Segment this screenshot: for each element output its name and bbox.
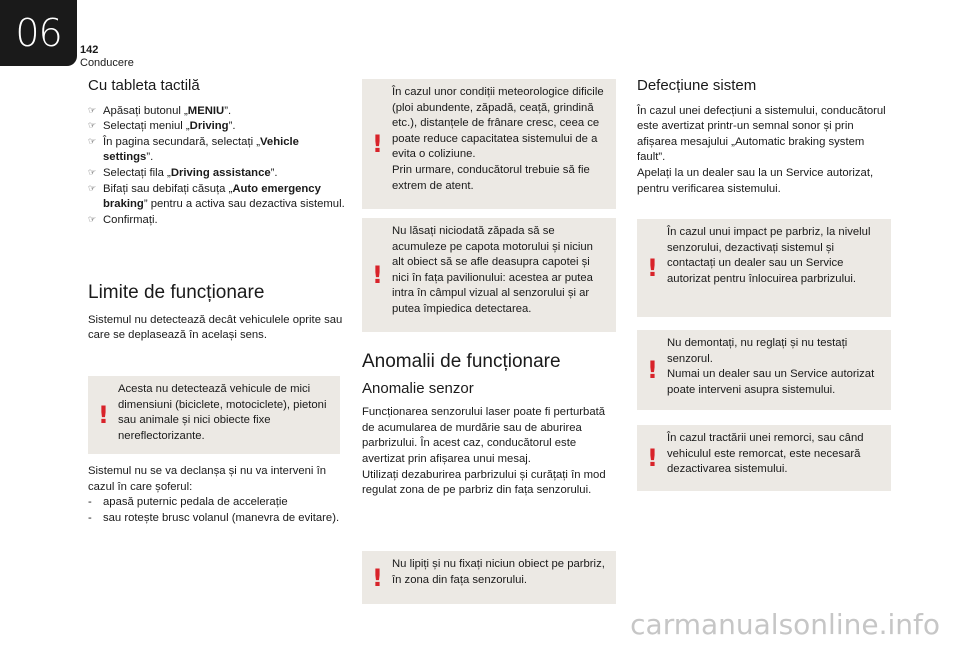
trigger-item: - sau rotește brusc volanul (manevra de evitare).: [88, 511, 346, 527]
step-item: ☞ Selectați fila „Driving assistance”.: [88, 166, 346, 182]
warning-text: În cazul unor condiții meteorologice dificile (ploi abundente, zăpadă, ceață, grindină etc.), distanțele de frânare cresc, ceea ce poate reduce capacitatea sistemului de a evita o coliziune. Prin urmare, conducătorul trebuie să fie extrem de atent.: [392, 86, 604, 192]
limits-text: Sistemul nu detectează decât vehiculele oprite sau care se deplasează în același sens.: [88, 313, 343, 342]
sensor-text: Funcționarea senzorului laser poate fi perturbată de acumularea de murdărie sau de aburirea parbrizului. În acest caz, conducătorul este avertizat prin afișarea unui mesaj. Utilizați dezaburirea parbrizului și curățați în mod regulat zona de pe parbriz din fața senzorului.: [362, 406, 606, 497]
chapter-tab: 06: [0, 0, 77, 66]
warning-icon: !: [372, 130, 383, 158]
steps-list: [88, 104, 346, 229]
anomalies-section: [362, 351, 618, 499]
anomalies-heading: Anomalii de funcționare: [362, 351, 561, 372]
warning-box-tow: [637, 425, 891, 491]
sensor-heading: Anomalie senzor: [362, 379, 474, 397]
warning-box-impact: [637, 219, 891, 317]
step-item: ☞ Selectați meniul „Driving”.: [88, 119, 346, 135]
trigger-item: - apasă puternic pedala de accelerație: [88, 495, 346, 511]
limits-heading: Limite de funcționare: [88, 282, 265, 303]
system-heading: Defecțiune sistem: [637, 77, 757, 94]
warning-box-snow: [362, 218, 616, 332]
warning-box-dismantle: [637, 330, 891, 410]
tablet-heading: Cu tableta tactilă: [88, 77, 200, 94]
system-text: În cazul unei defecțiuni a sistemului, conducătorul este avertizat printr-un semnal sonor și prin afișarea mesajului „Automatic braking system fault”. Apelați la un dealer sau la un Service autorizat, pentru verificarea sistemului.: [637, 104, 886, 195]
step-item: ☞ Bifați sau debifați căsuța „Auto emergency braking” pentru a activa sau dezactiva sistemul.: [88, 182, 346, 213]
step-item: ☞ În pagina secundară, selectați „Vehicle settings”.: [88, 135, 346, 166]
warning-icon: !: [647, 356, 658, 384]
warning-text: În cazul unui impact pe parbriz, la nivelul senzorului, dezactivați sistemul și contactați un dealer sau un Service autorizat pentru înlocuirea parbrizului.: [667, 226, 871, 285]
step-item: ☞ Apăsați butonul „MENIU”.: [88, 104, 346, 120]
page-number: 142: [80, 44, 99, 56]
warning-text: Nu lăsați niciodată zăpada să se acumuleze pe capota motorului și niciun alt obiect să se afle deasupra capotei și nici în fața pavilionului: acestea ar putea intra în câmpul vizual al senzorului și ar putea împiedica detectarea.: [392, 225, 593, 315]
limits-section: [88, 282, 346, 344]
warning-text: În cazul tractării unei remorci, sau când vehiculul este remorcat, este necesară dezactivarea sistemului.: [667, 432, 864, 476]
warning-box-stick: [362, 551, 616, 604]
warning-icon: !: [372, 563, 383, 592]
step-item: ☞ Confirmați.: [88, 213, 346, 229]
column-1: [88, 78, 346, 228]
warning-box-small-objects: [88, 376, 340, 454]
warning-icon: !: [372, 261, 383, 289]
trigger-text: Sistemul nu se va declanșa și nu va interveni în cazul în care șoferul:: [88, 465, 326, 493]
warning-text: Nu lipiți și nu fixați niciun obiect pe parbriz, în zona din fața senzorului.: [392, 558, 605, 586]
warning-text: Nu demontați, nu reglați și nu testați senzorul. Numai un dealer sau un Service autorizat poate interveni asupra sistemului.: [667, 337, 875, 396]
warning-icon: !: [98, 401, 109, 429]
section-title: Conducere: [80, 57, 134, 69]
system-section: [637, 78, 895, 197]
warning-icon: !: [647, 254, 658, 282]
trigger-section: [88, 464, 346, 526]
trigger-list: [88, 495, 346, 526]
watermark: carmanualsonline.info: [630, 608, 940, 641]
warning-icon: !: [647, 444, 658, 472]
warning-text: Acesta nu detectează vehicule de mici dimensiuni (biciclete, motociclete), pietoni sau animale și nici obiecte fixe nereflectorizante.: [118, 383, 327, 442]
warning-box-weather: [362, 79, 616, 209]
